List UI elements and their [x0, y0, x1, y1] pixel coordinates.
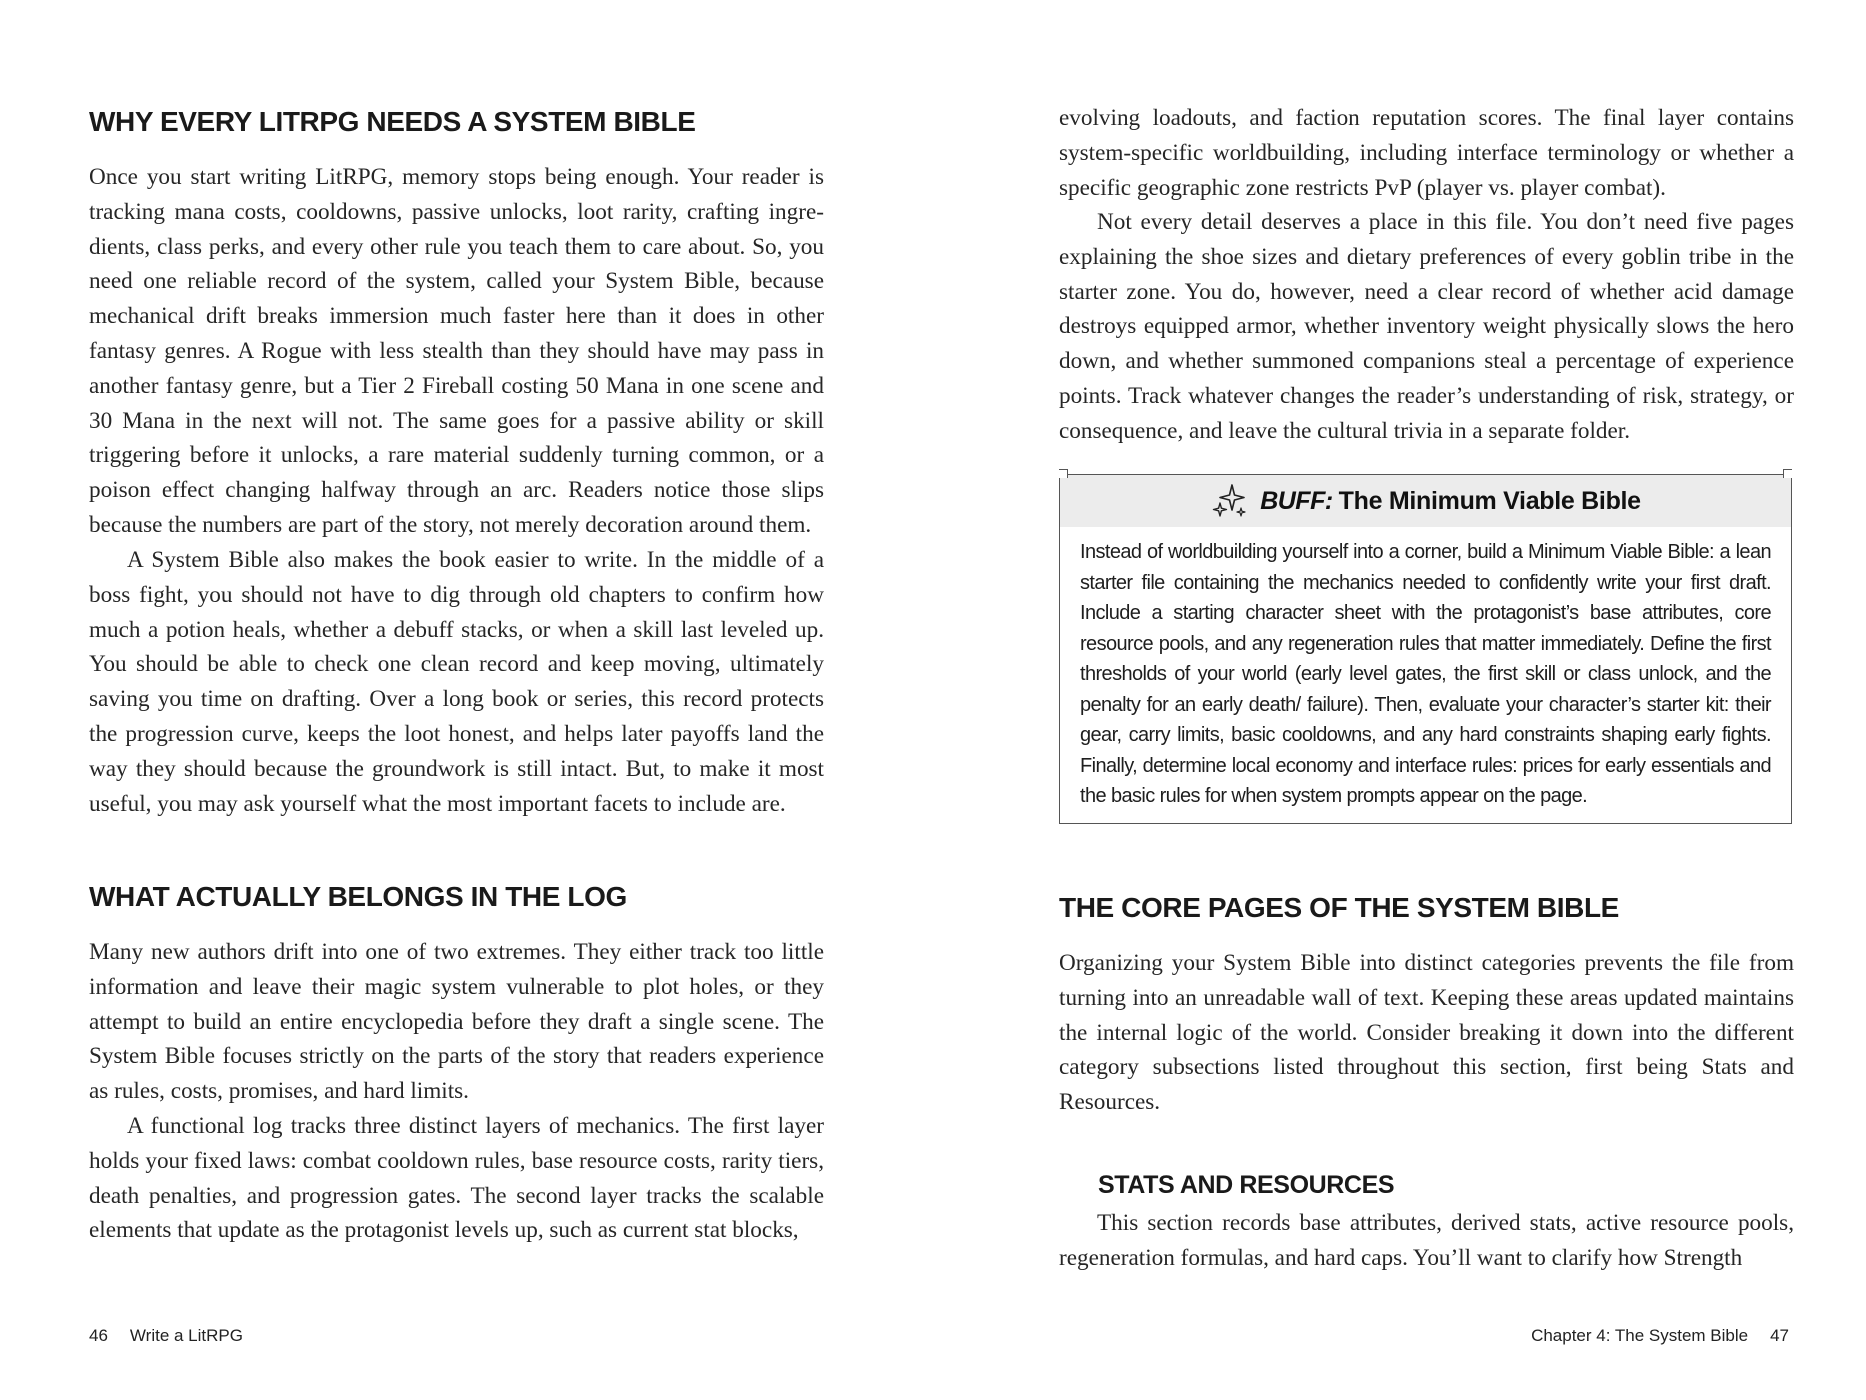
page-number: 47	[1770, 1326, 1789, 1345]
page-number: 46	[89, 1326, 108, 1345]
section-heading: WHY EVERY LITRPG NEEDS A SYSTEM BIBLE	[89, 106, 696, 137]
body-paragraph: Organizing your System Bible into distinct categories prevents the file from turning into an unreadable wall of text. Keeping these areas updated maintains the internal logic of the world. Consider breaking it down into the different category subsections listed throughout this section, first being Stats and Resources.	[1059, 950, 1794, 1116]
body-paragraph: Many new authors drift into one of two extremes. They either track too little information and leave their magic system vulnerable to plot holes, or they attempt to build an entire encyclopedia before they draft a single scene. The System Bible focuses strictly on the parts of the story that readers experience as rules, costs, promises, and hard limits.	[89, 939, 824, 1105]
section-heading: WHAT ACTUALLY BELONGS IN THE LOG	[89, 881, 627, 912]
buff-callout-box	[1059, 474, 1792, 824]
right-page-footer	[1531, 1326, 1789, 1346]
running-footer-title: Chapter 4: The System Bible	[1531, 1326, 1749, 1345]
body-paragraph: This section records base attributes, derived stats, active resource pools, regeneration formulas, and hard caps. You’ll want to clarify how Strength	[1059, 1210, 1794, 1271]
subsection-heading: STATS AND RESOURCES	[1098, 1171, 1395, 1199]
buff-callout-title	[1210, 481, 1641, 521]
sparkle-icon	[1210, 481, 1250, 521]
body-paragraph: Not every detail deserves a place in this file. You don’t need five pages explaining the shoe sizes and dietary preferences of every goblin tribe in the starter zone. You do, however, need a clear record of whether acid damage destroys equipped armor, whether inventory weight physically slows the hero down, and whether summoned companions steal a percentage of experience points. Track whatever changes the reader’s understanding of risk, strategy, or consequence, and leave the cultural trivia in a separate folder.	[1059, 209, 1794, 444]
buff-callout-body: Instead of worldbuilding yourself into a corner, build a Minimum Viable Bible: a lean starter file containing the mechanics needed to confidently write your first draft. Include a starting character sheet with the protagonist’s base attributes, core resource pools, and any regeneration rules that matter immediately. Define the first thresholds of your world (early level gates, the first skill or class unlock, and the penalty for an early death/ failure). Then, evaluate your character’s starter kit: their gear, carry limits, basic cooldowns, and any hard constraints shaping early fights. Finally, determine local economy and interface rules: prices for early essentials and the basic rules for when system prompts appear on the page.	[1080, 541, 1771, 807]
running-footer-title: Write a LitRPG	[129, 1326, 243, 1345]
buff-callout-header	[1060, 475, 1791, 527]
body-paragraph: A System Bible also makes the book easier to write. In the middle of a boss fight, you should not have to dig through old chapters to confirm how much a potion heals, whether a debuff stacks, or when a skill last leveled up. You should be able to check one clean record and keep moving, ultimately saving you time on drafting. Over a long book or series, this record protects the progression curve, keeps the loot honest, and helps later payoffs land the way they should because the groundwork is still intact. But, to make it most useful, you may ask yourself what the most important facets to include are.	[89, 547, 824, 817]
body-paragraph: Once you start writing LitRPG, memory stops being enough. Your reader is tracking mana costs, cooldowns, passive unlocks, loot rarity, crafting ingredients, class perks, and every other rule you teach them to care about. So, you need one reliable record of the system, called your System Bible, because mechanical drift breaks immersion much faster here than it does in other fantasy genres. A Rogue with less stealth than they should have may pass in another fantasy genre, but a Tier 2 Fireball costing 50 Mana in one scene and 30 Mana in the next will not. The same goes for a passive ability or skill triggering before it unlocks, a rare material suddenly turning common, or a poison effect changing halfway through an arc. Readers notice those slips because the numbers are part of the story, not merely decoration around them.	[89, 164, 824, 538]
buff-label: BUFF:	[1260, 486, 1333, 515]
section-heading: THE CORE PAGES OF THE SYSTEM BIBLE	[1059, 892, 1619, 923]
left-page-footer	[89, 1326, 243, 1346]
buff-title-text: The Minimum Viable Bible	[1338, 486, 1641, 515]
body-paragraph: evolving loadouts, and faction reputation scores. The final layer contains system-specific worldbuilding, including interface terminology or whether a specific geographic zone restricts PvP (player vs. player combat).	[1059, 105, 1794, 201]
body-paragraph: A functional log tracks three distinct layers of mechanics. The first layer holds your fixed laws: combat cooldown rules, base resource costs, rarity tiers, death penalties, and progression gates. The second layer tracks the scalable elements that update as the protagonist levels up, such as current stat blocks,	[89, 1113, 824, 1244]
